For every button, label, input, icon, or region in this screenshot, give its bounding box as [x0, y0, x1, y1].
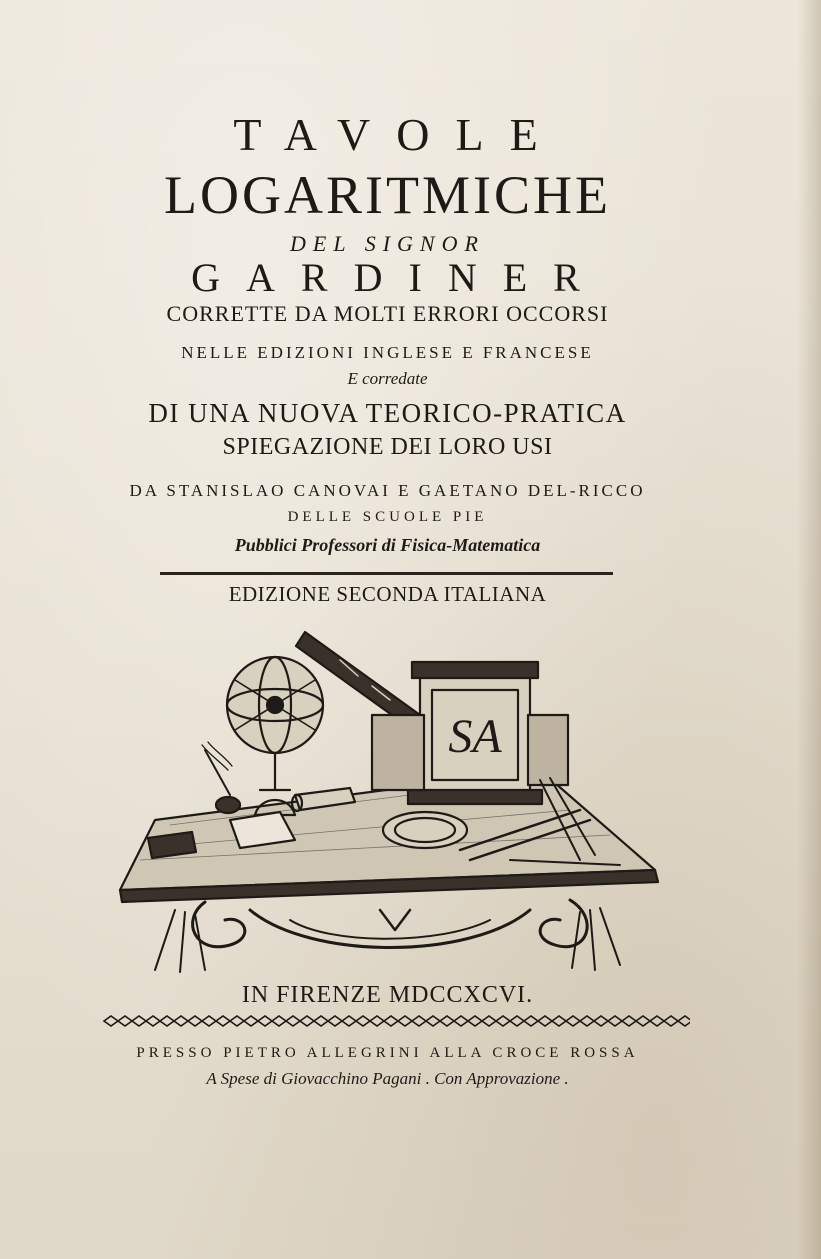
edition-statement: EDIZIONE SECONDA ITALIANA [228, 582, 547, 606]
editors-title: Pubblici Professori di Fisica-Matematica [234, 535, 541, 555]
imprint-place-date: IN FIRENZE MDCCXCVI. [241, 982, 534, 1008]
title-line-2: LOGARITMICHE [164, 165, 611, 225]
editors-line: DA STANISLAO CANOVAI E GAETANO DEL-RICCO [129, 481, 646, 500]
subtitle-line-1: CORRETTE DA MOLTI ERRORI OCCORSI [166, 301, 609, 326]
woodcut-vignette-instruments [110, 620, 670, 980]
subtitle-line-4: DI UNA NUOVA TEORICO-PRATICA [148, 398, 627, 428]
subtitle-line-3: E corredate [347, 369, 428, 388]
subtitle-line-2: NELLE EDIZIONI INGLESE E FRANCESE [181, 343, 594, 362]
author-name: GARDINER [191, 255, 606, 300]
editors-affiliation: DELLE SCUOLE PIE [287, 509, 488, 525]
imprint-printer: PRESSO PIETRO ALLEGRINI ALLA CROCE ROSSA [136, 1045, 639, 1061]
title-rule [160, 572, 613, 575]
title-line-3: DEL SIGNOR [290, 231, 485, 256]
imprint-note: A Spese di Giovacchino Pagani . Con Approvazione . [206, 1069, 569, 1088]
subtitle-line-5: SPIEGAZIONE DEI LORO USI [222, 434, 553, 460]
vignette-monogram: SA [448, 710, 502, 763]
title-line-1: TAVOLE [233, 109, 564, 160]
ornamental-border [100, 1013, 690, 1029]
